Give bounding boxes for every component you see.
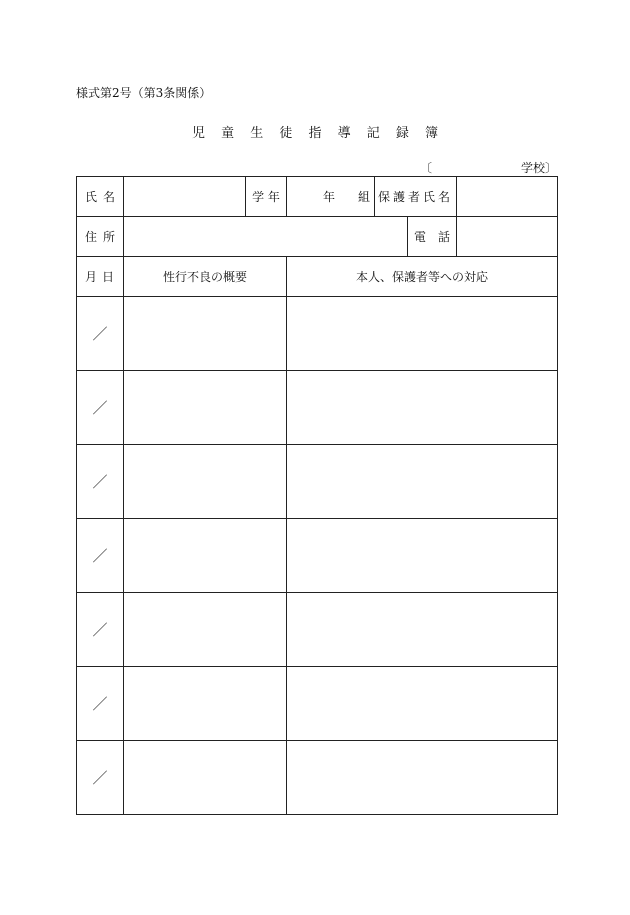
year-label: 年 [323, 190, 336, 204]
table-row [77, 297, 558, 371]
summary-cell[interactable] [124, 593, 287, 667]
date-slash: ／ [92, 769, 108, 787]
summary-cell[interactable] [124, 741, 287, 815]
class-label: 組 [357, 190, 370, 204]
address-field[interactable] [124, 217, 408, 257]
record-table [76, 176, 558, 815]
date-cell[interactable] [77, 741, 124, 815]
table-row [77, 667, 558, 741]
response-cell[interactable] [287, 445, 558, 519]
date-slash: ／ [92, 325, 108, 343]
student-name-field[interactable] [124, 177, 246, 217]
header-row-name [77, 177, 558, 217]
date-cell[interactable] [77, 667, 124, 741]
guardian-name-field[interactable] [457, 177, 558, 217]
date-slash: ／ [92, 547, 108, 565]
address-label-cell [77, 217, 124, 257]
date-slash: ／ [92, 621, 108, 639]
date-cell[interactable] [77, 593, 124, 667]
address-label-a: 住 [85, 230, 98, 244]
date-header-cell [77, 257, 124, 297]
header-row-columns [77, 257, 558, 297]
date-cell[interactable] [77, 519, 124, 593]
grade-label: 学 年 [246, 177, 287, 217]
response-cell[interactable] [287, 519, 558, 593]
header-row-address [77, 217, 558, 257]
table-row [77, 741, 558, 815]
response-header: 本人、保護者等への対応 [287, 257, 558, 297]
day-label: 日 [101, 270, 114, 284]
response-cell[interactable] [287, 371, 558, 445]
summary-cell[interactable] [124, 667, 287, 741]
date-slash: ／ [92, 473, 108, 491]
summary-cell[interactable] [124, 445, 287, 519]
page-title: 児 童 生 徒 指 導 記 録 簿 [191, 126, 445, 141]
response-cell[interactable] [287, 593, 558, 667]
response-cell[interactable] [287, 741, 558, 815]
table-row [77, 445, 558, 519]
month-label: 月 [85, 270, 98, 284]
date-cell[interactable] [77, 297, 124, 371]
table-row [77, 593, 558, 667]
school-open-bracket: 〔 [420, 161, 433, 175]
grade-class-field[interactable] [287, 177, 375, 217]
date-cell[interactable] [77, 445, 124, 519]
school-label: 学校〕 [520, 161, 557, 175]
date-slash: ／ [92, 399, 108, 417]
response-cell[interactable] [287, 667, 558, 741]
phone-label-a: 電 [414, 230, 427, 244]
summary-cell[interactable] [124, 519, 287, 593]
phone-field[interactable] [457, 217, 558, 257]
guardian-name-label: 保護者氏名 [375, 177, 457, 217]
name-label-b: 名 [102, 190, 115, 204]
summary-cell[interactable] [124, 371, 287, 445]
name-label-cell [77, 177, 124, 217]
name-label-a: 氏 [85, 190, 98, 204]
school-field [420, 159, 557, 176]
date-slash: ／ [92, 695, 108, 713]
response-cell[interactable] [287, 297, 558, 371]
summary-header: 性行不良の概要 [124, 257, 287, 297]
address-label-b: 所 [102, 230, 115, 244]
table-row [77, 519, 558, 593]
table-row [77, 371, 558, 445]
phone-label-cell [408, 217, 457, 257]
form-number: 様式第2号（第3条関係） [76, 86, 212, 100]
phone-label-b: 話 [438, 230, 451, 244]
summary-cell[interactable] [124, 297, 287, 371]
date-cell[interactable] [77, 371, 124, 445]
